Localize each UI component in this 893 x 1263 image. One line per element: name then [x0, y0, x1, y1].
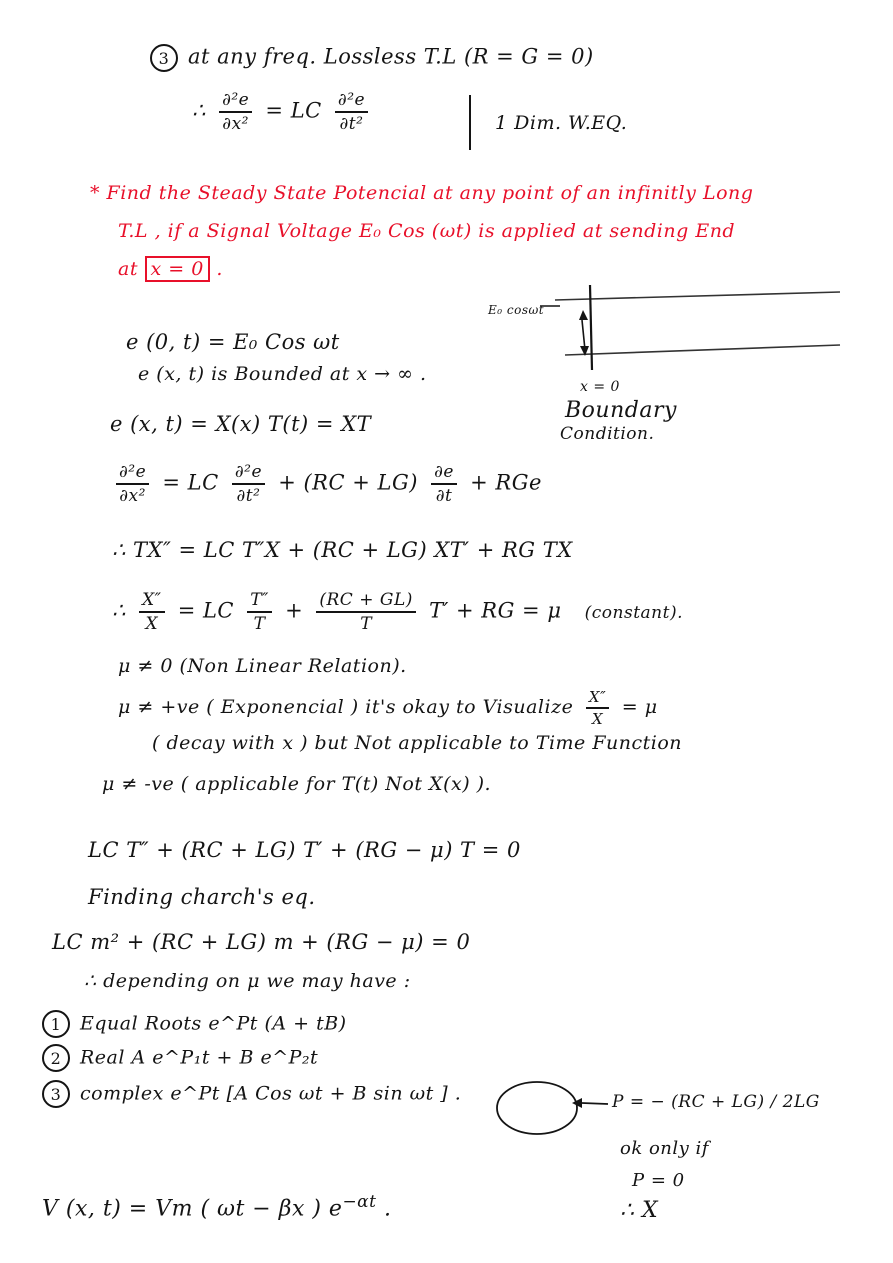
depending-line: ∴ depending on μ we may have : [84, 970, 411, 992]
therefore-symbol: ∴ [192, 98, 206, 123]
sketch-e0-label: E₀ cosωt [488, 303, 545, 317]
pointer-arrow [582, 1103, 608, 1104]
problem-line-1: * Find the Steady State Potencial at any point of an infinitly Long [90, 182, 754, 204]
sending-end-line [590, 285, 592, 370]
lossless-title: at any freq. Lossless T.L (R = G = 0) [188, 44, 594, 69]
time-ode: LC T″ + (RC + LG) T′ + (RG − μ) T = 0 [88, 838, 521, 862]
mu-case-zero: μ ≠ 0 (Non Linear Relation). [118, 655, 407, 677]
char-eq-title: Finding charch's eq. [88, 885, 316, 909]
line-top-conductor [555, 292, 840, 300]
sketch-x0-label: x = 0 [580, 379, 620, 395]
p-equals-zero: P = 0 [632, 1170, 685, 1191]
final-exponent: −αt [342, 1192, 377, 1212]
sketch-bc-label-1: Boundary [565, 398, 677, 423]
case-real-roots: 2 Real A e^P₁t + B e^P₂t [42, 1044, 318, 1072]
mu-case-positive-note: ( decay with x ) but Not applicable to Time Function [152, 732, 683, 754]
telegrapher-equation: $\frac{\text{∂²e}}{\text{∂x²}}$ = LC $\frac{\text{∂²e}}{\text{∂t²}}$ + (RC + LG) $\frac{\partial e}{\partial t}$ + RGe [110, 462, 542, 506]
boundary-condition-1: e (0, t) = E₀ Cos ωt [126, 330, 340, 354]
mu-case-negative: μ ≠ -ve ( applicable for T(t) Not X(x) ). [102, 773, 492, 795]
equals-lc: = LC [265, 98, 322, 123]
char-equation: LC m² + (RC + LG) m + (RG − μ) = 0 [52, 930, 471, 954]
fraction-d2e-dx2: $\frac{\text{∂²e}}{\text{∂x²}}$ [219, 90, 252, 134]
item-number-3: 3 [150, 44, 178, 72]
boxed-x0: x = 0 [145, 256, 210, 282]
substitution-line: ∴ TX″ = LC T″X + (RC + LG) XT′ + RG TX [112, 538, 573, 562]
voltage-arrow [582, 320, 585, 350]
problem-line-2: T.L , if a Signal Voltage E₀ Cos (ωt) is applied at sending End [118, 220, 736, 242]
boundary-condition-2: e (x, t) is Bounded at x → ∞ . [138, 363, 427, 385]
therefore-x-mark: ∴ X [620, 1198, 659, 1223]
p-expression: P = − (RC + LG) / 2LG [612, 1092, 820, 1112]
wave-eq-label: 1 Dim. W.EQ. [495, 112, 628, 134]
mu-case-positive: μ ≠ +ve ( Exponencial ) it's okay to Visualize $\frac{X''}{X}$ = μ [118, 688, 658, 728]
separation-of-variables: e (x, t) = X(x) T(t) = XT [110, 412, 372, 436]
sketch-bc-label-2: Condition. [560, 424, 655, 444]
case-equal-roots: 1 Equal Roots e^Pt (A + tB) [42, 1010, 347, 1038]
ok-only-if: ok only if [620, 1138, 709, 1159]
fraction-d2e-dt2: $\frac{\text{∂²e}}{\text{∂t²}}$ [335, 90, 368, 134]
problem-line-3: at x = 0 . [118, 258, 223, 280]
arrow-head-icon [579, 310, 588, 320]
case-complex-roots: 3 complex e^Pt [A Cos ωt + B sin ωt ] . [42, 1080, 461, 1108]
separated-equation: ∴ $\frac{X''}{X}$ = LC $\frac{T''}{T}$ + $\frac{(RC + GL)}{T}$ T′ + RG = μ (constant). [112, 590, 684, 634]
circled-bracket [497, 1082, 577, 1134]
final-solution: V (x, t) = Vm ( ωt − βx ) $e^{-\alpha t}$ . [42, 1192, 392, 1222]
line-bottom-conductor [565, 345, 840, 355]
